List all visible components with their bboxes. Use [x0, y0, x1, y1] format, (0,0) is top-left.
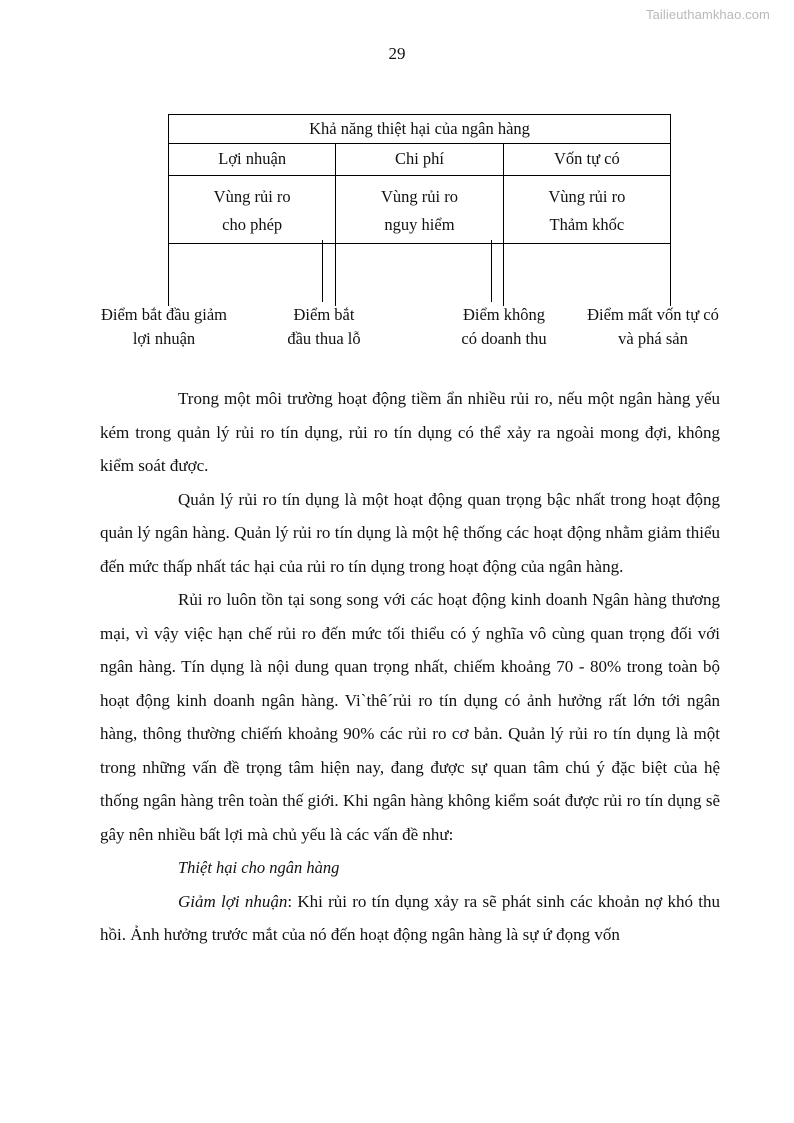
open-cell-1	[169, 244, 336, 307]
zone-cell-catastrophic	[503, 176, 670, 244]
zone-line-2: Thảm khốc	[549, 215, 625, 234]
paragraph-3: Rủi ro luôn tồn tại song song với các hoạt động kinh doanh Ngân hàng thương mại, vì vậy việc hạn chế rủi ro đến mức tối thiểu có ý nghĩa vô cùng quan trọng đối với ngân hàng. Tín dụng là nội dung quan trọng nhất, chiếm khoảng 70 - 80% trong toàn bộ hoạt động kinh doanh ngân hàng. Vi`thê´rủi ro tín dụng có ảnh hưởng rất lớn tới ngân hàng, thông thường chiếḿ khoảng 90% các rủi ro cơ bản. Quản lý rủi ro tín dụng là một trong những vấn đề trọng tâm hiện nay, đang được sự quan tâm chú ý đặc biệt của hệ thống ngân hàng trên toàn thế giới. Khi ngân hàng không kiểm soát được rủi ro tín dụng sẽ gây nên nhiều bất lợi mà chủ yếu là các vấn đề như:	[100, 590, 720, 844]
table-row-zones	[169, 176, 671, 244]
zone-line-1: Vùng rủi ro	[213, 186, 291, 206]
risk-table	[168, 114, 671, 306]
page-number: 29	[388, 44, 406, 63]
zone-line-2: nguy hiểm	[384, 215, 455, 234]
caption-line-1: Điểm không	[462, 305, 546, 324]
risk-figure	[168, 114, 671, 306]
table-column-profit: Lợi nhuận	[169, 144, 336, 176]
table-column-cost: Chi phí	[336, 144, 503, 176]
zone-cell-allowed	[169, 176, 336, 244]
caption-line-1: Điểm bắt	[293, 305, 355, 324]
caption-no-revenue-point	[434, 303, 574, 351]
site-watermark: Tailieuthamkhao.com	[645, 7, 770, 22]
paragraph-4-lead-in: Giảm lợi nhuận	[178, 891, 288, 911]
zone-line-2: cho phép	[222, 215, 283, 234]
open-cell-2	[336, 244, 503, 307]
caption-line-2: đầu thua lỗ	[287, 328, 361, 348]
caption-line-2: có doanh thu	[461, 328, 547, 348]
table-row-columns	[169, 144, 671, 176]
caption-line-1: Điểm mất vốn tự có	[587, 305, 719, 324]
caption-line-2: và phá sản	[618, 328, 688, 348]
caption-equity-loss-point	[572, 303, 734, 351]
caption-profit-decline-point	[88, 303, 240, 351]
table-row-header	[169, 115, 671, 144]
zone-line-1: Vùng rủi ro	[380, 186, 458, 206]
table-column-equity: Vốn tự có	[503, 144, 670, 176]
caption-loss-start-point	[262, 303, 386, 351]
document-body	[100, 382, 720, 952]
table-header-cell: Khả năng thiệt hại của ngân hàng	[169, 115, 671, 144]
zone-cell-dangerous	[336, 176, 503, 244]
subheading-text: Thiệt hại cho ngân hàng	[178, 858, 340, 877]
caption-line-2: lợi nhuận	[132, 328, 196, 348]
zone-line-1: Vùng rủi ro	[548, 186, 626, 206]
figure-captions	[0, 303, 794, 365]
subheading-bank-damage	[100, 851, 720, 885]
paragraph-1: Trong một môi trường hoạt động tiềm ẩn nhiều rủi ro, nếu một ngân hàng yếu kém trong quản lý rủi ro tín dụng, rủi ro tín dụng có thể xảy ra ngoài mong đợi, không kiểm soát được.	[100, 389, 720, 475]
paragraph-2: Quản lý rủi ro tín dụng là một hoạt động quan trọng bậc nhất trong hoạt động quản lý ngân hàng. Quản lý rủi ro tín dụng là một hệ thống các hoạt động nhằm giảm thiểu đến mức thấp nhất tác hại của rủi ro tín dụng trong hoạt động của ngân hàng.	[100, 489, 720, 576]
paragraph-4	[100, 885, 720, 952]
table-row-open	[169, 244, 671, 307]
caption-line-1: Điểm bắt đầu giảm	[100, 305, 227, 324]
open-cell-3	[503, 244, 670, 307]
paragraph-4-body: : Khi rủi ro tín dụng xảy ra sẽ phát sinh các khoản nợ khó thu hồi. Ảnh hưởng trước mắt của nó đến hoạt động ngân hàng là sự ứ đọng vốn	[100, 891, 720, 944]
